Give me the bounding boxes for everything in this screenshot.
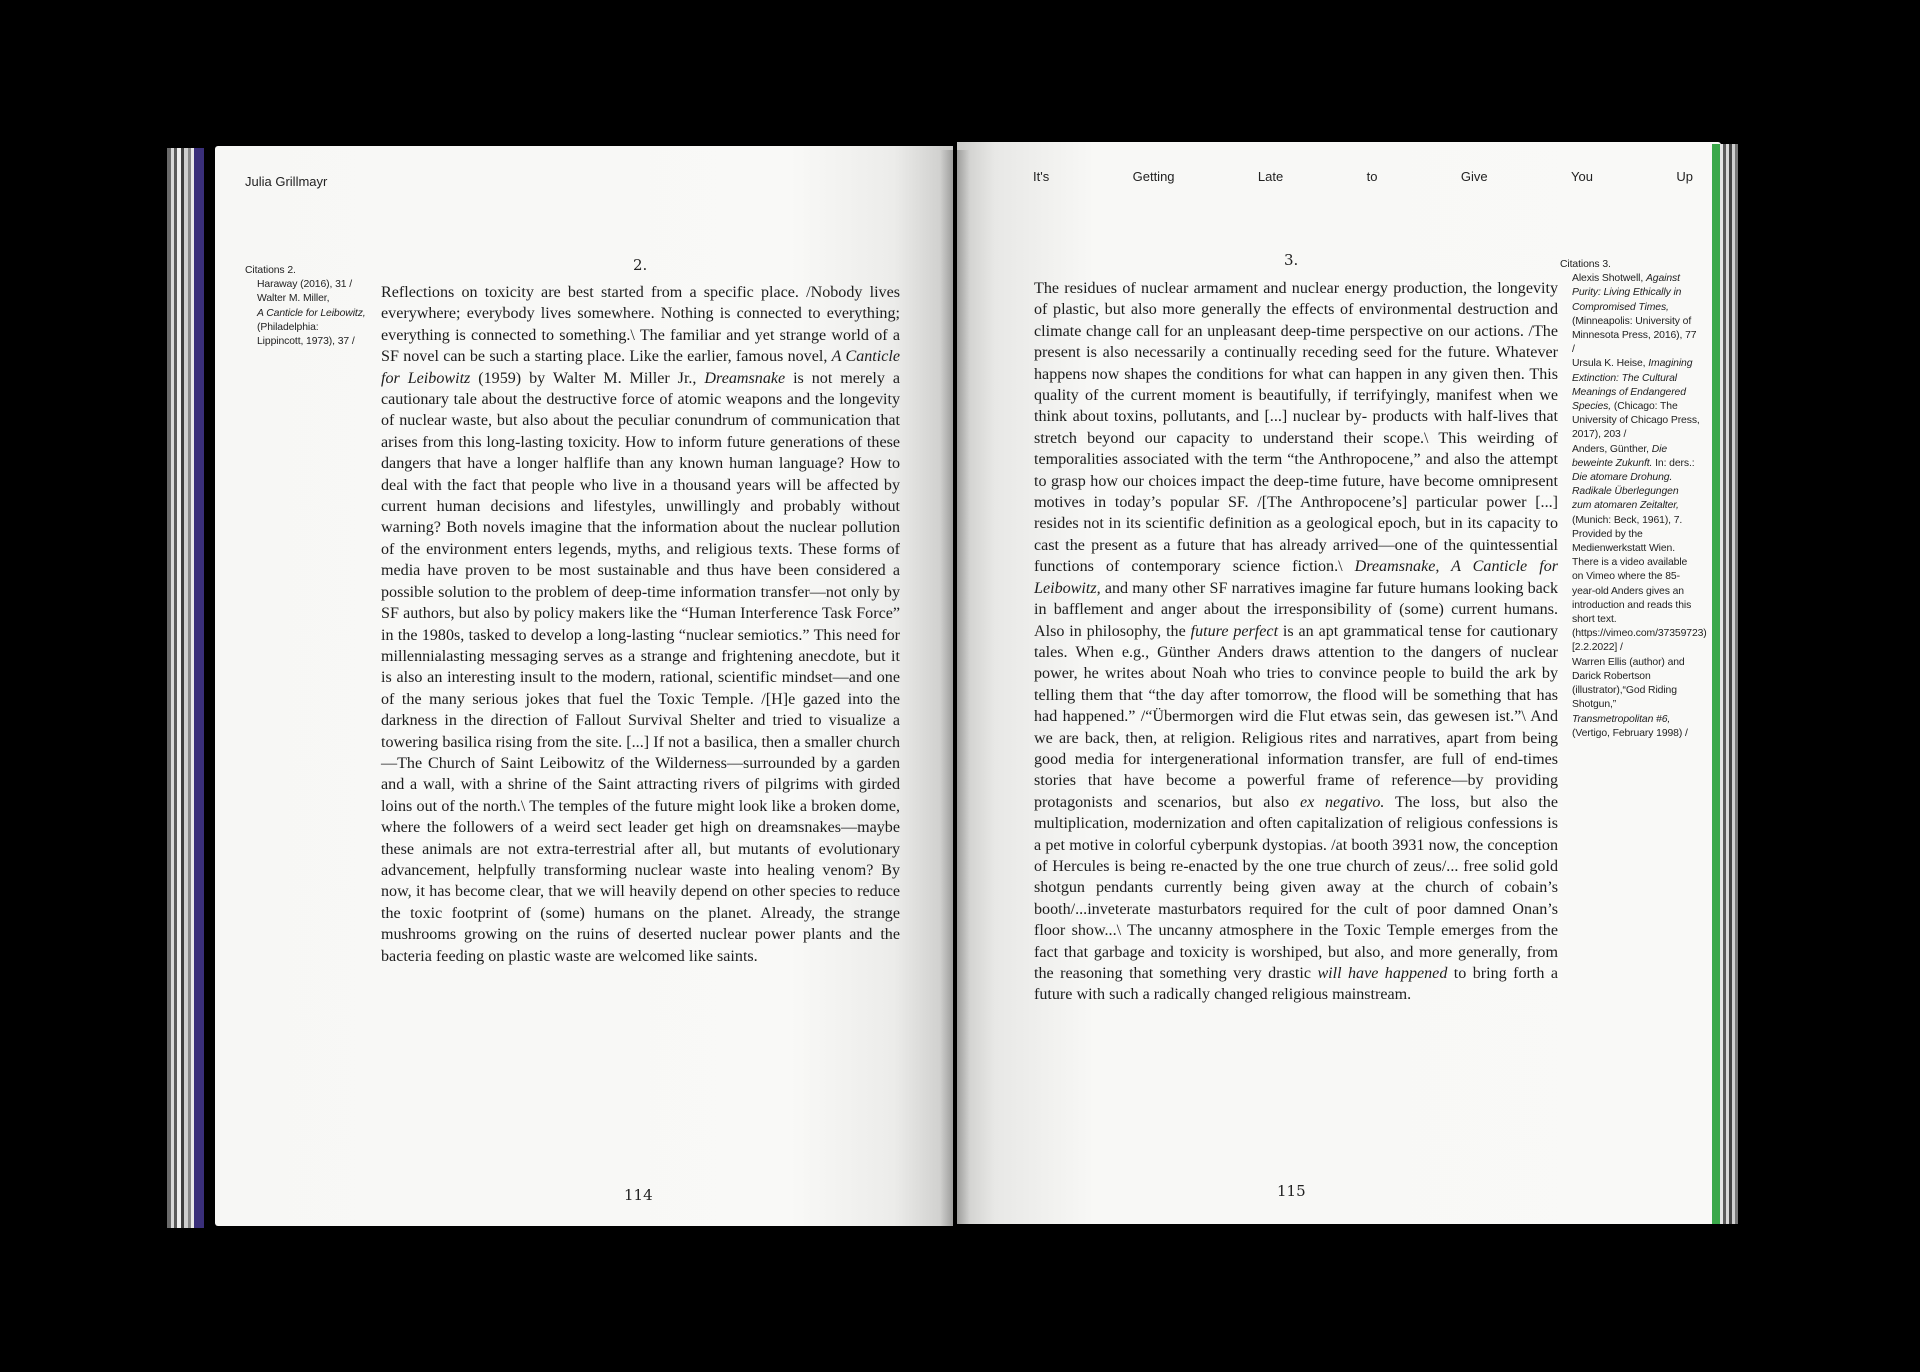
running-head-word: Getting [1132, 169, 1175, 184]
sidenote-entry: A Canticle for Leibowitz, [257, 307, 366, 319]
sidenote-entry: Alexis Shotwell, Against Purity: Living Ethically in Compromised Times, (Minneapolis: University of Minnesota Press, 2016), 77 / [1572, 273, 1697, 356]
body-text-left: Reflections on toxicity are best started from a specific place. /Nobody lives everywhere; everybody lives somewhere. Nothing is connected to everything; everything is connected to something.\ The familiar and yet strange world of a SF novel can be such a starting place. Like the earlier, famous novel, A Canticle for Leibowitz (1959) by Walter M. Miller Jr., Dreamsnake is not merely a cautionary tale about the destructive force of atomic weapons and the longevity of nuclear waste, but also about the peculiar conundrum of communication that arises from this long-lasting toxicity. How to inform future generations of these dangers that have a longer halflife than any known human language? How to deal with the fact that people who live in a thousand years will be affected by current human decisions and lifestyles, unwillingly and probably without warning? Both novels imagine that the information about the nuclear pollution of the environment enters legends, myths, and religious texts. These forms of media have proven to be most sustainable and thus have been considered a possible solution to the problem of deep-time information transfer—not only by SF authors, but also by policy makers like the “Human Interference Task Force” in the 1980s, tasked to develop a long-lasting “nuclear semiotics.” This need for millennialasting messaging serves as a strange and frightening anecdote, but it is also an interesting insult to the modern, rational, scientific mindset—and one of the many serious jokes that fuel the Toxic Temple. /[H]e gazed into the darkness in the direction of Fallout Survival Shelter and tried to visualize a towering basilica rising from the site. [...] If not a basilica, then a smaller church—The Church of Saint Leibowitz of the Wilderness—surrounded by a garden and a wall, with a shrine of the Saint attracting rivers of pilgrims with girded loins out of the north.\ The temples of the future might look like a broken dome, where the followers of a weird sect leader get high on dreamsnakes—maybe these animals are not extra-terrestrial after all, but mutants of evolutionary advancement, helpfully transforming nuclear waste into healing venom? By now, it has become clear, that we will heavily depend on other species to reduce the toxic footprint of (some) humans on the planet. Already, the strange mushrooms growing on the ruins of deserted nuclear power plants and the bacteria feeding on plastic waste are welcomed like saints. [381, 284, 901, 965]
sidenote-entry: Haraway (2016), 31 / [257, 279, 353, 291]
running-head-word: Up [1676, 169, 1693, 184]
running-head-word: It's [1033, 169, 1050, 184]
page-number: 114 [624, 1186, 653, 1204]
running-head-word: to [1366, 169, 1378, 184]
sidenote-entry: Warren Ellis (author) and Darick Robertson (illustrator),“God Riding Shotgun,” Transmetropolitan #6, (Vertigo, February 1998) / [1572, 656, 1688, 739]
sidenote-title: Citations 3. [1560, 259, 1611, 270]
section-number: 3. [1284, 251, 1299, 269]
running-head-author: Julia Grillmayr [245, 174, 328, 189]
page-number: 115 [1277, 1182, 1306, 1200]
sidenote-entry: Ursula K. Heise, Imagining Extinction: The Cultural Meanings of Endangered Species, (Chicago: The University of Chicago Press, 2017), 203 / [1572, 358, 1700, 441]
right-page [957, 142, 1721, 1224]
running-head-word: Late [1257, 169, 1284, 184]
sidenote-entry: Walter M. Miller, [257, 293, 330, 305]
right-page-edges [1712, 144, 1752, 1224]
sidenote-entry: Lippincott, 1973), 37 / [257, 336, 355, 348]
left-page-edges [167, 148, 217, 1228]
running-head-title [1033, 169, 1693, 184]
gutter-shadow [940, 150, 970, 1226]
citations-sidenote-right [1560, 258, 1707, 741]
section-number: 2. [633, 256, 648, 274]
sidenote-title: Citations 2. [245, 265, 296, 276]
citations-sidenote-left [245, 264, 385, 349]
left-page [215, 146, 953, 1226]
running-head-word: Give [1460, 169, 1488, 184]
running-head-word: You [1570, 169, 1593, 184]
sidenote-entry: (Philadelphia: [257, 321, 319, 333]
body-text-right: The residues of nuclear armament and nuclear energy production, the longevity of plastic, but also more generally the effects of environmental destruction and climate change call for an unpleasant deep-time perspective on our actions. /The present is also necessarily a continually receding seed for the future. Whatever happens now shapes the conditions for what can happen in any given then. This quality of the current moment is beautifully, if terrifyingly, manifest when we think about toxins, pollutants, and [...] nuclear by- products with half-lives that stretch beyond our capacity to understand their scope.\ This weirding of temporalities associated with the term “the Anthropocene,” and also the attempt to grasp how our choices impact the deep-time future, have become omnipresent motives in today’s popular SF. /[The Anthropocene’s] particular power [...] resides not in its scientific definition as a geological epoch, but in its capacity to cast the present as a future that has already arrived—one of the quintessential functions of contemporary science fiction.\ Dreamsnake, A Canticle for Leibowitz, and many other SF narratives imagine far future humans looking back in bafflement and anger about the irresponsibility of (some) current humans. Also in philosophy, the future perfect is an apt grammatical tense for cautionary tales. When e.g., Günther Anders draws attention to the dangers of nuclear power, he writes about Noah who tries to convince people to build the ark by telling them that “the day after tomorrow, the flood will be something that has had happened.” /“Übermorgen wird die Flut etwas sein, das gewesen ist.”\ And we are back, then, at religion. Religious rites and narratives, apart from being good media for intergenerational information transfer, are full of end-times stories that have become a powerful frame of reference—by providing protagonists and scenarios, but also ex negativo. The loss, but also the multiplication, modernization and often capitalization of religious confessions is a pet motive in colorful cyberpunk dystopias. /at booth 3931 now, the conception of Hercules is being re-enacted by the one true church of zeus/... free solid gold shotgun pendants currently being given away at the church of cobain’s booth/...inveterate masturbators required for the cult of poor damned Onan’s floor show...\ The uncanny atmosphere in the Toxic Temple emerges from the fact that garbage and toxicity is worshiped, but also, and more generally, from the reasoning that something very drastic will have happened to bring forth a future with such a radically changed religious mainstream. [1034, 280, 1558, 1004]
sidenote-entry: Anders, Günther, Die beweinte Zukunft. In: ders.: Die atomare Drohung. Radikale Überlegungen zum atomaren Zeitalter, (Munich: Beck, 1961), 7. Provided by the Medienwerkstatt Wien. There is a video available on Vimeo where the 85-year-old Anders gives an introduction and reads this short text. (https://vimeo.com/37359723) [2.2.2022] / [1572, 443, 1707, 654]
